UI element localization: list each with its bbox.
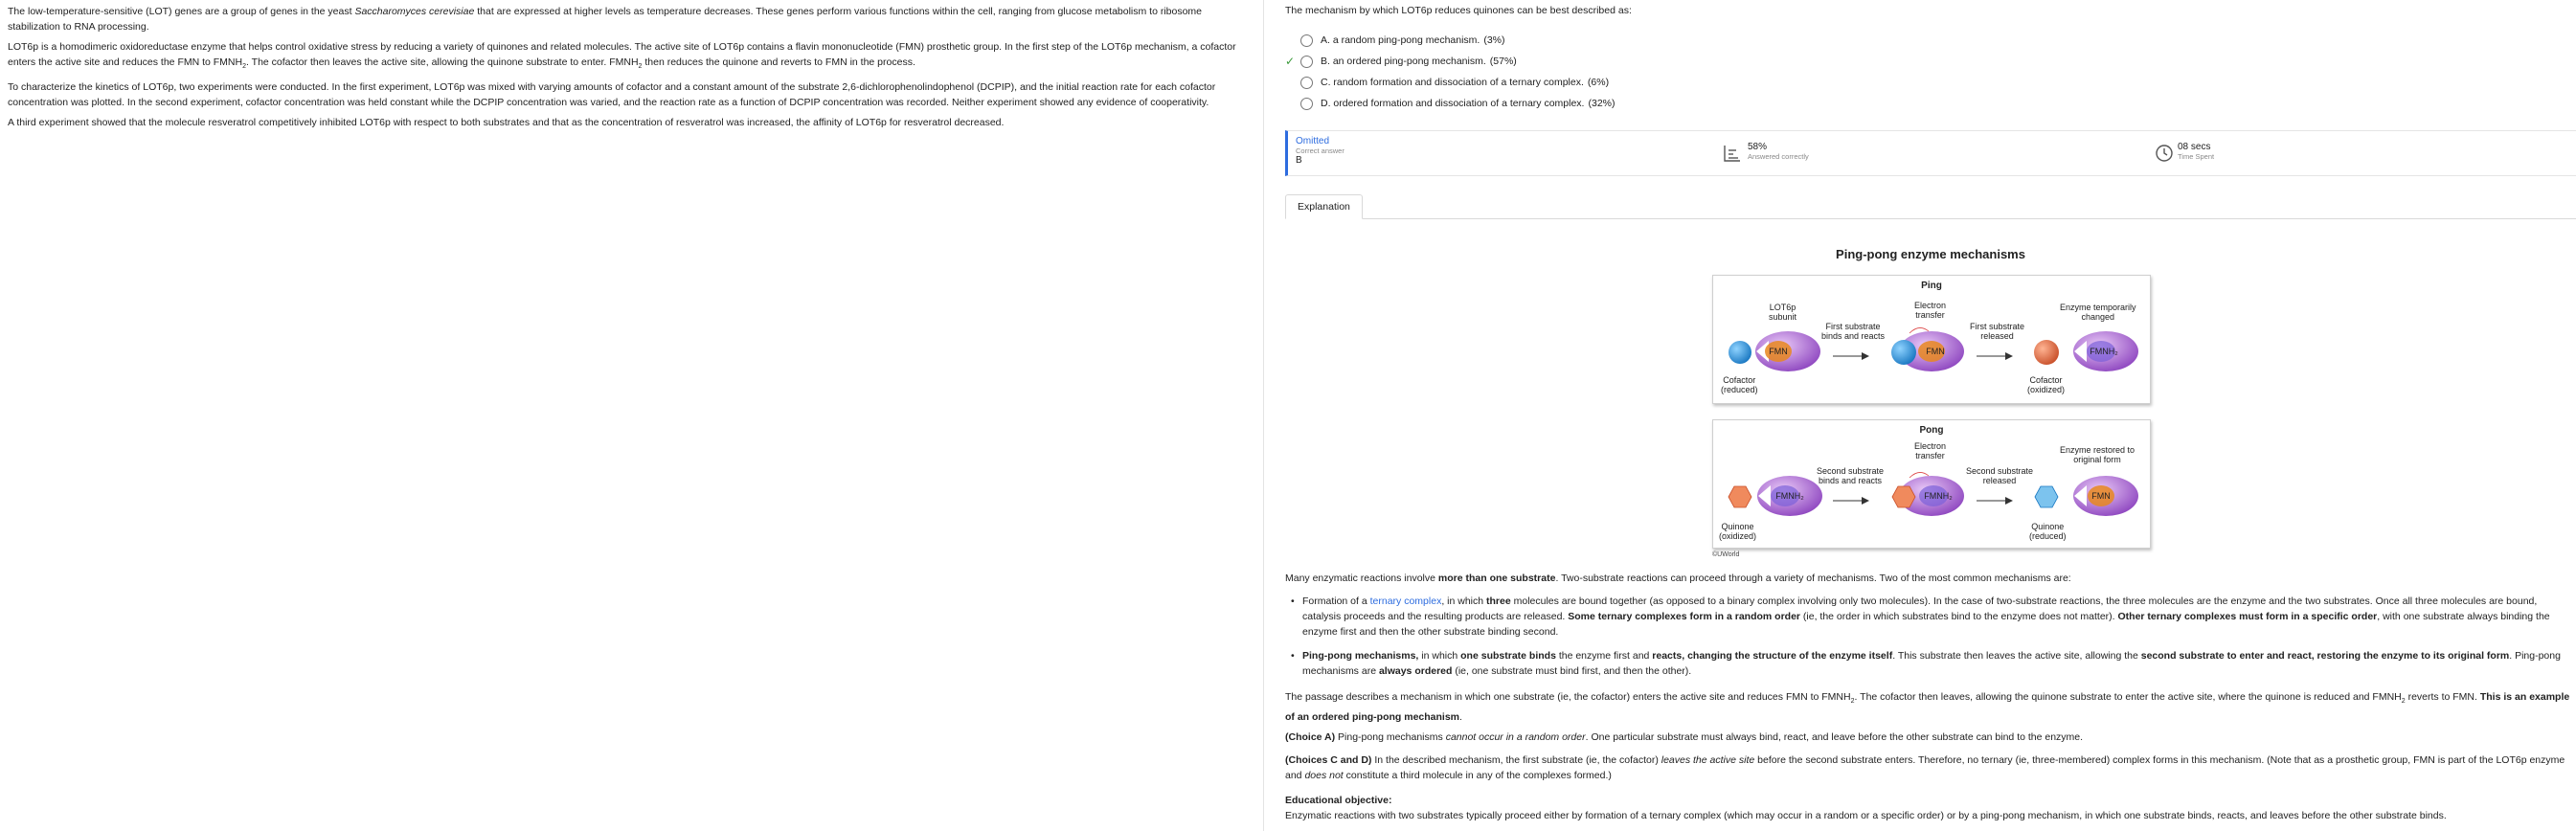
percent-label: Answered correctly [1748, 152, 1809, 161]
choice-d[interactable] [1285, 95, 1616, 112]
electron-transfer-label: Electron transfer [1914, 441, 1947, 460]
ternary-complex-link[interactable]: ternary complex [1369, 595, 1442, 607]
second-substrate-binds-label: Second substrate binds and reacts [1817, 466, 1885, 485]
bullet-ping-pong: • Ping-pong mechanisms, in which one substrate binds the enzyme first and reacts, changing the structure of the enzyme itself. This substrate then leaves the active site, allowing the second substrate to enter and react, restoring the enzyme to its original form. Ping-pong mechanisms are always ordered (ie, one substrate must bind first, and then the other). [1302, 648, 2576, 679]
passage-paragraph-1: The low-temperature-sensitive (LOT) genes are a group of genes in the yeast Saccharomyces cerevisiae that are expressed at higher levels as temperature decreases. These genes perform various functions within the cell, ranging from glucose metabolism to ribosome stabilization to RNA processing. [8, 6, 1203, 33]
passage-paragraph-2: LOT6p is a homodimeric oxidoreductase enzyme that helps control oxidative stress by reducing a variety of quinones and related molecules. The active site of LOT6p contains a flavin mononucleotide (FMN) prosthetic group. In the first step of the LOT6p mechanism, a cofactor enters the active site and reduces the FMN to $FMNH_2$. The cofactor then leaves the active site, allowing the quinone substrate to enter. $FMNH_2$ then reduces the quinone and reverts to FMN in the process. [8, 41, 1236, 71]
radio-button[interactable] [1300, 98, 1313, 110]
fmnh2-label: FMNH₂ [1924, 491, 1953, 501]
educational-objective-title: Educational objective: [1285, 795, 1392, 806]
explanation-choice-a: (Choice A) Ping-pong mechanisms cannot occur in a random order. One particular substrate must always bind, react, and leave before the other substrate can bind to the enzyme. [1285, 731, 2084, 743]
choice-percent: (3%) [1483, 34, 1505, 46]
choice-label: A. a random ping-pong mechanism. [1321, 34, 1480, 46]
electron-transfer-label: Electron transfer [1914, 301, 1947, 320]
answer-status [1296, 136, 1344, 166]
time-value: 08 secs [2178, 142, 2211, 152]
time-spent [2178, 142, 2214, 161]
choice-a[interactable] [1285, 32, 1505, 49]
choice-label: B. an ordered ping-pong mechanism. [1321, 56, 1486, 67]
pong-panel [1712, 419, 2151, 549]
question-stem: The mechanism by which LOT6p reduces quinones can be best described as: [1285, 5, 1632, 16]
choice-label: D. ordered formation and dissociation of a ternary complex. [1321, 98, 1585, 109]
question-pane [1285, 0, 2576, 831]
choice-label: C. random formation and dissociation of a ternary complex. [1321, 77, 1584, 88]
cofactor-oxidized-ball [2034, 340, 2059, 365]
fmnh2-label: FMNH₂ [1775, 491, 1804, 501]
passage-paragraph-4: A third experiment showed that the molecule resveratrol competitively inhibited LOT6p with respect to both substrates and that as the concentration of resveratrol was increased, the affinity of LOT6p for resveratrol decreased. [8, 117, 1005, 129]
quinone-reduced-hex [2035, 486, 2058, 507]
cofactor-reduced-ball [1729, 341, 1751, 364]
pong-title: Pong [1919, 425, 1944, 436]
second-substrate-released-label: Second substrate released [1966, 466, 2034, 485]
radio-button[interactable] [1300, 77, 1313, 89]
figure-title: Ping-pong enzyme mechanisms [1836, 247, 2025, 261]
quinone-reduced-label: Quinone (reduced) [2029, 522, 2067, 541]
first-substrate-binds-label: First substrate binds and reacts [1821, 322, 1886, 341]
fmn-label: FMN [2091, 491, 2111, 501]
choice-c[interactable] [1285, 74, 1609, 91]
cofactor-oxidized-label: Cofactor (oxidized) [2027, 375, 2066, 394]
lot6p-subunit-label: LOT6p subunit [1769, 303, 1797, 322]
time-label: Time Spent [2178, 152, 2215, 161]
passage-pane [0, 0, 1264, 831]
fmn-label: FMN [1926, 347, 1945, 356]
bullet-ternary-complex: • Formation of a ternary complex, in which three molecules are bound together (as opposed to a binary complex involving only two molecules). In the case of two-substrate reactions, the three molecules are the enzyme and the two substrates. Once all three molecules are bound, catalysis proceeds and the resulting products are released. Some ternary complexes form in a random order (ie, the order in which substrates bind to the enzyme does not matter). Other ternary complexes must form in a specific order, with one substrate always binding the enzyme first and then the other substrate binding second. [1302, 594, 2576, 640]
cofactor-bound-ball [1891, 340, 1916, 365]
educational-objective-text: Enzymatic reactions with two substrates typically proceed either by formation of a ternary complex (which may occur in a random or a specific order) or by a ping-pong mechanism, in which one substrate binds, reacts, and leaves before the other substrate binds. [1285, 810, 2447, 821]
choice-b[interactable] [1285, 53, 1517, 70]
choice-percent: (57%) [1489, 56, 1517, 67]
cofactor-reduced-label: Cofactor (reduced) [1721, 375, 1758, 394]
stats-bar [1285, 130, 2576, 176]
correct-answer-label: Correct answer [1296, 146, 1344, 155]
quinone-oxidized-hex [1729, 486, 1751, 507]
correct-answer-value: B [1296, 155, 1302, 166]
ping-title: Ping [1921, 281, 1942, 291]
explanation-passage-link: The passage describes a mechanism in which one substrate (ie, the cofactor) enters the active site and reduces FMN to $FMNH_2$. The cofactor then leaves, allowing the quinone substrate to enter the active site, where the quinone is reduced and $FMNH_2$ reverts to FMN. This is an example of an ordered ping-pong mechanism. [1285, 691, 2570, 724]
ping-diagram [1713, 276, 2152, 405]
fmn-label: FMN [1769, 347, 1788, 356]
radio-button[interactable] [1300, 34, 1313, 47]
first-substrate-released-label: First substrate released [1970, 322, 2025, 341]
enzyme-changed-label: Enzyme temporarily changed [2060, 303, 2136, 322]
enzyme-restored-label: Enzyme restored to original form [2060, 445, 2135, 464]
tab-divider [1285, 218, 2576, 219]
quinone-oxidized-label: Quinone (oxidized) [1719, 522, 1757, 541]
tab-explanation[interactable]: Explanation [1285, 194, 1363, 219]
percent-value: 58% [1748, 142, 1768, 152]
ping-panel [1712, 275, 2151, 404]
clock-icon [2155, 144, 2174, 163]
status-text: Omitted [1296, 136, 1330, 146]
explanation-intro: Many enzymatic reactions involve more than one substrate. Two-substrate reactions can proceed through a variety of mechanisms. Two of the most common mechanisms are: [1285, 573, 2071, 584]
passage-paragraph-3: To characterize the kinetics of LOT6p, two experiments were conducted. In the first experiment, LOT6p was mixed with varying amounts of cofactor and a constant amount of the substrate 2,6-dichlorophenolindophenol (DCPIP), and the initial reaction rate for each cofactor concentration was plotted. In the second experiment, cofactor concentration was held constant while the DCPIP concentration was varied, and the reaction rate as a function of DCPIP concentration was recorded. Neither experiment showed any evidence of cooperativity. [8, 81, 1216, 109]
copyright: ©UWorld [1712, 551, 1740, 558]
correct-check-icon: ✓ [1285, 55, 1296, 68]
percent-correct [1748, 142, 1809, 161]
choice-percent: (6%) [1587, 77, 1610, 88]
bar-chart-icon [1723, 144, 1742, 163]
fmnh2-label: FMNH₂ [2090, 347, 2118, 356]
pong-diagram [1713, 420, 2152, 550]
radio-button[interactable] [1300, 56, 1313, 68]
explanation-choices-c-d: (Choices C and D) In the described mechanism, the first substrate (ie, the cofactor) leaves the active site before the second substrate enters. Therefore, no ternary (ie, three-membered) complex forms in this mechanism. (Note that as a prosthetic group, FMN is part of the LOT6p enzyme and does not constitute a third molecule in any of the complexes formed.) [1285, 754, 2565, 781]
choice-percent: (32%) [1588, 98, 1616, 109]
